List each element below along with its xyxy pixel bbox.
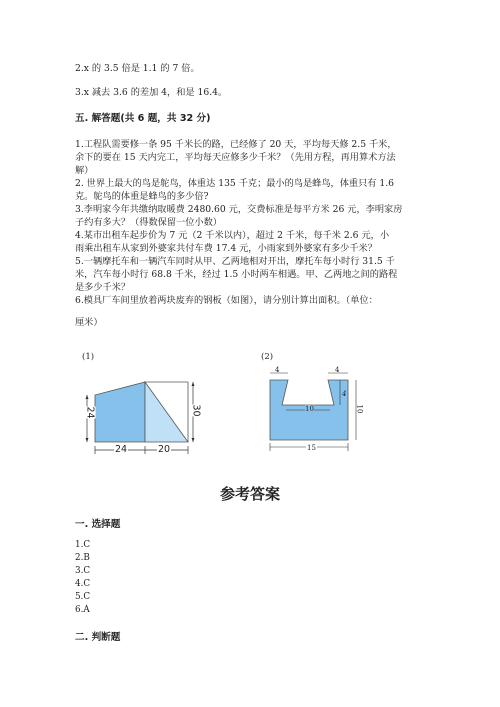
question-5-line-1: 5.一辆摩托车和一辆汽车同时从甲、乙两地相对开出，摩托车每小时行 31.5 千 [75,256,395,267]
equation-line-3: 3.x 减去 3.6 的差加 4，和是 16.4。 [75,87,228,98]
section-one-heading: 一. 选择题 [75,519,121,530]
question-3-line-2: 子约有多大？（得数保留一位小数） [75,217,222,228]
figure-2-top-right-label: 4 [335,366,340,374]
question-4-line-1: 4.某市出租车起步价为 7 元（2 千米以内），超过 2 千米，每千米 2.6 元，小 [75,230,390,241]
question-4-line-2: 雨乘出租车从家到外婆家共付车费 17.4 元，小雨家到外婆家有多少千米？ [75,243,377,254]
figure-1-right-height-label: 30 [190,404,202,417]
figure-1-label: (1) [82,352,95,362]
figure-1-left-height-label: 24 [84,406,96,419]
answer-item: 5.C [75,592,91,602]
question-6-line-2: 厘米） [75,317,103,328]
answer-item: 1.C [75,540,91,550]
figure-1-bottom-right-label: 20 [158,444,171,455]
question-1-line-3: 解） [75,165,94,176]
answer-item: 2.B [75,553,90,563]
figure-2-notch-width-label: 10 [305,405,314,413]
answer-item: 4.C [75,579,91,589]
section-five-heading: 五. 解答题(共 6 题，共 32 分) [75,113,211,124]
figure-2-bottom-width-label: 15 [307,444,316,452]
question-2-line-1: 2. 世界上最大的鸟是鸵鸟，体重达 135 千克；最小的鸟是蜂鸟，体重只有 1.6 [75,178,395,189]
figure-2-label: (2) [261,352,274,362]
answer-item: 6.A [75,605,90,615]
answer-key-title: 参考答案 [219,485,280,503]
question-3-line-1: 3.李明家今年共缴纳取暖费 2480.60 元，交费标准是每平方米 26 元，李明家房 [75,204,403,215]
figure-1-bottom-left-label: 24 [115,444,128,455]
equation-line-2: 2.x 的 3.5 倍是 1.1 的 7 倍。 [75,63,200,74]
question-2-line-2: 克。鸵鸟的体重是蜂鸟的多少倍? [75,191,209,202]
question-1-line-2: 余下的要在 15 天内完工，平均每天应修多少千米？（先用方程，再用算术方法 [75,152,396,163]
question-1-line-1: 1.工程队需要修一条 95 千米长的路，已经修了 20 天，平均每天修 2.5 千米， [75,139,397,150]
figure-2-right-height-label: 10 [355,404,364,414]
figure-1-trapezoid-fill [95,382,145,442]
figure-1-triangle [145,382,188,442]
figure-2-notch-depth-label: 4 [342,390,347,398]
section-two-heading: 二. 判断题 [75,632,121,643]
question-6-line-1: 6.模具厂车间里放着两块废弃的钢板（如图），请分别计算出面积。（单位： [75,295,378,306]
figure-2-top-left-label: 4 [275,366,280,374]
answer-item: 3.C [75,566,91,576]
question-5-line-2: 米，汽车每小时行 68.8 千米，经过 1.5 小时两车相遇。甲、乙两地之间的路程 [75,269,398,280]
question-5-line-3: 是多少千米？ [75,282,131,293]
